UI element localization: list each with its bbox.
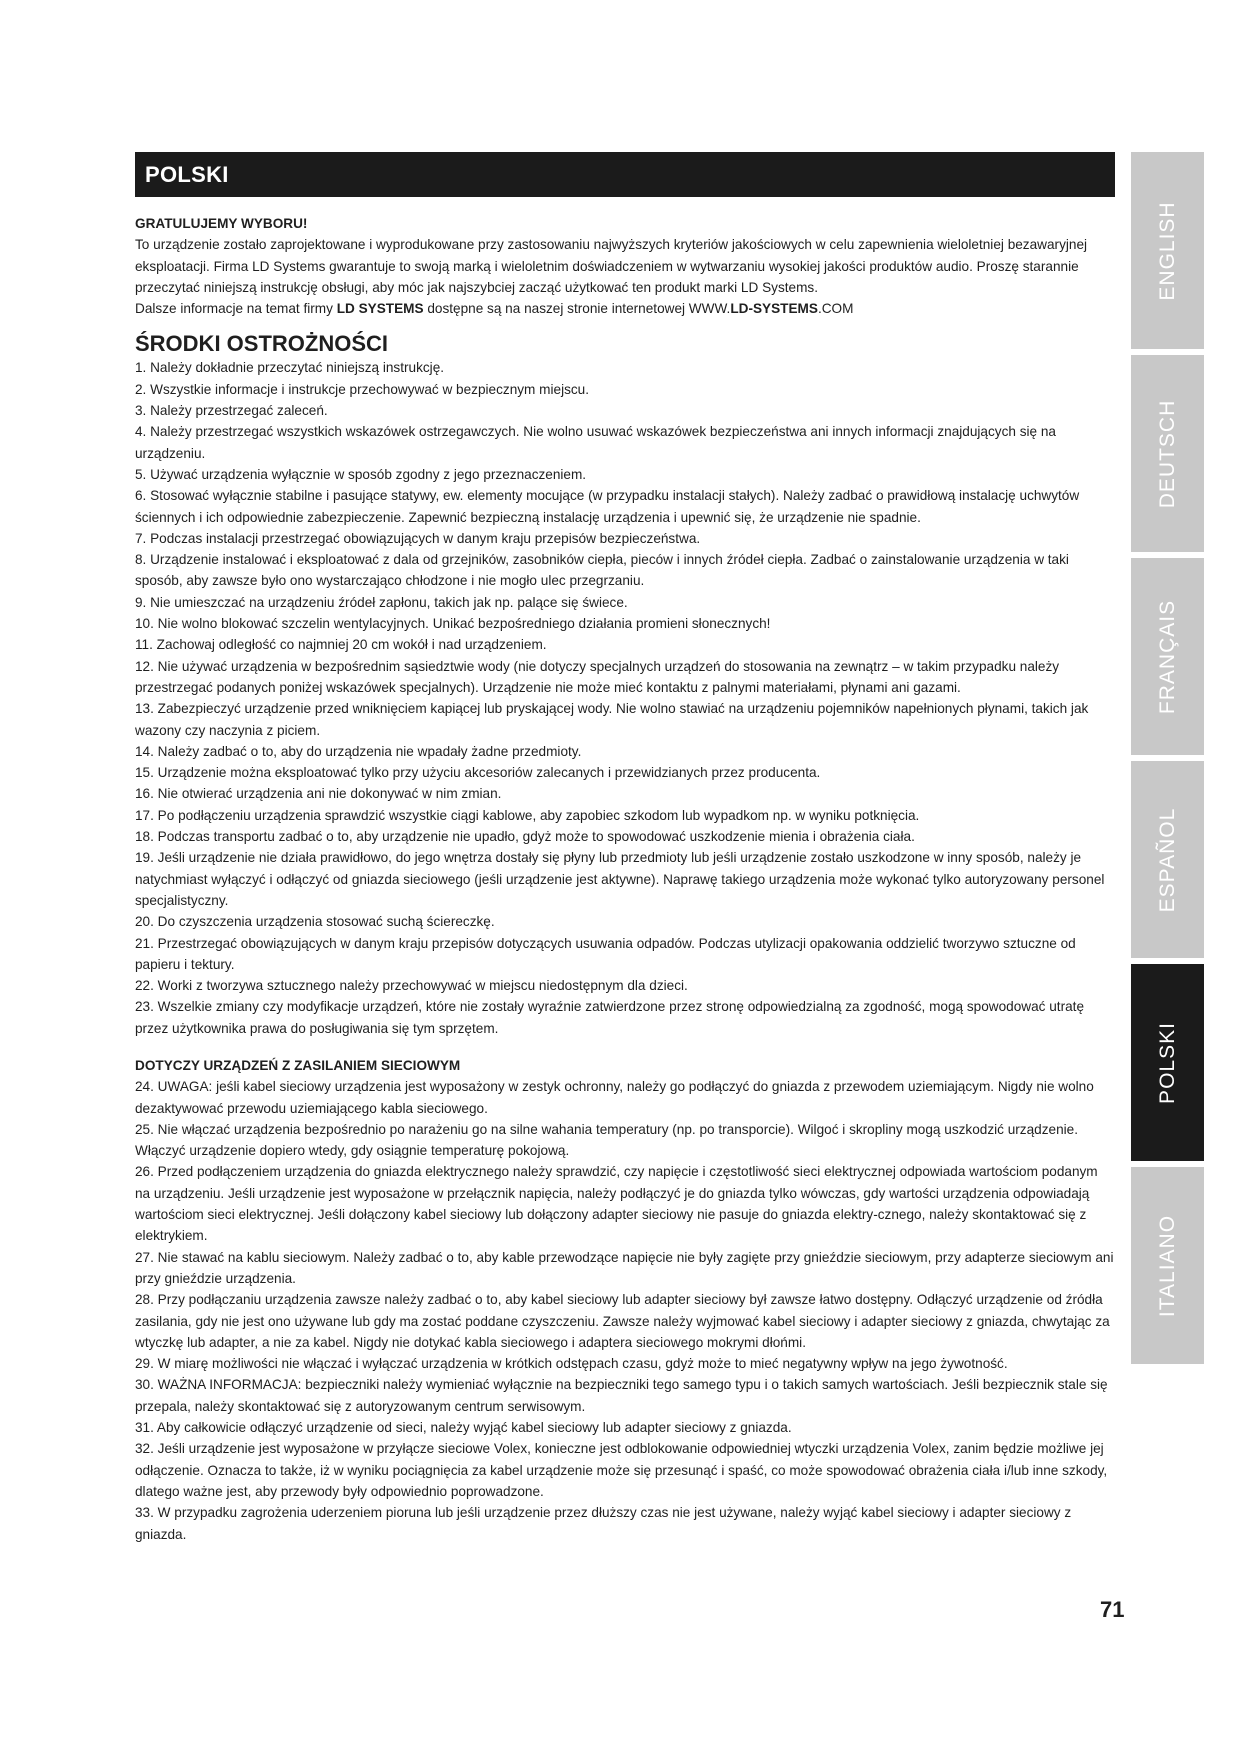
tab-label: POLSKI: [1155, 1021, 1179, 1104]
safety-list: [135, 357, 1115, 1039]
website-line: [135, 298, 1115, 319]
mains-item: 32. Jeśli urządzenie jest wyposażone w przyłącze sieciowe Volex, konieczne jest odblokowanie odpowiedniej wtyczki urządzenia Volex, zanim będzie możliwe jej odłączenie. Oznacza to także, iż w wyniku pociągnięcia za kabel urządzenie może się przesunąć i spaść, co może spowodować obrażenia ciała i/lub inne szkody, dlatego ważne jest, aby przewody były odpowiednio poprowadzone.: [135, 1441, 1108, 1499]
website-domain: LD-SYSTEMS: [730, 301, 818, 317]
mains-item: 30. WAŻNA INFORMACJA: bezpieczniki należy wymieniać wyłącznie na bezpieczniki tego samego typu i o takich samych wartościach. Jeśli bezpiecznik stale się przepala, należy skontaktować się z autoryzowanym centrum serwisowym.: [135, 1377, 1108, 1414]
safety-item: 22. Worki z tworzywa sztucznego należy przechowywać w miejscu niedostępnym dla dzieci.: [135, 978, 688, 994]
section-header-bar: [135, 152, 1115, 197]
website-suffix: .COM: [817, 301, 854, 317]
tab-label: FRANÇAIS: [1155, 599, 1179, 714]
website-prefix: Dalsze informacje na temat firmy: [135, 301, 337, 317]
tab-english[interactable]: [1131, 152, 1204, 349]
tab-label: DEUTSCH: [1155, 399, 1179, 508]
mains-item: 29. W miarę możliwości nie włączać i wyłączać urządzenia w krótkich odstępach czasu, gdyż może to mieć negatywny wpływ na jego żywotność.: [135, 1356, 1008, 1372]
safety-item: 11. Zachowaj odległość co najmniej 20 cm wokół i nad urządzeniem.: [135, 637, 547, 653]
safety-item: 2. Wszystkie informacje i instrukcje przechowywać w bezpiecznym miejscu.: [135, 381, 590, 397]
safety-item: 7. Podczas instalacji przestrzegać obowiązujących w danym kraju przepisów bezpieczeństwa.: [135, 530, 701, 546]
tab-label: ESPAÑOL: [1155, 807, 1179, 912]
safety-item: 6. Stosować wyłącznie stabilne i pasujące statywy, ew. elementy mocujące (w przypadku instalacji stałych). Należy zadbać o prawidłową instalację uchwytów ściennych i ich odpowiednie zabezpieczenie. Zapewnić bezpieczną instalację urządzenia i upewnić się, że urządzenie nie spadnie.: [135, 488, 1080, 525]
manual-content: [135, 213, 1115, 1545]
mains-item: 27. Nie stawać na kablu sieciowym. Należy zadbać o to, aby kable przewodzące napięcie nie były zagięte przy gnieździe sieciowym, przy adapterze sieciowym ani przy gnieździe urządzenia.: [135, 1249, 1114, 1286]
tab-francais[interactable]: [1131, 558, 1204, 755]
tab-polski[interactable]: [1131, 964, 1204, 1161]
mains-item: 24. UWAGA: jeśli kabel sieciowy urządzenia jest wyposażony w zestyk ochronny, należy go podłączyć do gniazda z przewodem uziemiającym. Nigdy nie wolno dezaktywować przewodu uziemiającego kabla sieciowego.: [135, 1079, 1094, 1116]
mains-item: 33. W przypadku zagrożenia uderzeniem pioruna lub jeśli urządzenie przez dłuższy czas nie jest używane, należy wyjąć kabel sieciowy i adapter sieciowy z gniazda.: [135, 1505, 1072, 1542]
safety-item: 23. Wszelkie zmiany czy modyfikacje urządzeń, które nie zostały wyraźnie zatwierdzone przez stronę odpowiedzialną za zgodność, mogą spowodować utratę przez użytkownika prawa do posługiwania się tym sprzętem.: [135, 999, 1085, 1036]
tab-deutsch[interactable]: [1131, 355, 1204, 552]
brand-name: LD SYSTEMS: [336, 301, 424, 317]
mains-item: 25. Nie włączać urządzenia bezpośrednio po narażeniu go na silne wahania temperatury (np. po transporcie). Wilgoć i skropliny mogą uszkodzić urządzenie. Włączyć urządzenie dopiero wtedy, gdy osiągnie temperaturę pokojową.: [135, 1121, 1078, 1159]
website-middle: dostępne są na naszej stronie internetowej WWW.: [423, 301, 731, 317]
safety-item: 1. Należy dokładnie przeczytać niniejszą instrukcję.: [135, 360, 445, 376]
safety-item: 15. Urządzenie można eksploatować tylko przy użyciu akcesoriów zalecanych i przewidzianych przez producenta.: [135, 765, 821, 781]
tab-label: ITALIANO: [1155, 1214, 1179, 1317]
safety-section-title: ŚRODKI OSTROŻNOŚCI: [135, 331, 389, 357]
tab-label: ENGLISH: [1155, 200, 1179, 301]
tab-italiano[interactable]: [1131, 1167, 1204, 1364]
page-number: 71: [1100, 1597, 1125, 1622]
intro-heading: GRATULUJEMY WYBORU!: [135, 216, 308, 231]
safety-item: 14. Należy zadbać o to, aby do urządzenia nie wpadały żadne przedmioty.: [135, 743, 582, 759]
safety-item: 18. Podczas transportu zadbać o to, aby urządzenie nie upadło, gdyż może to spowodować uszkodzenie mienia i obrażenia ciała.: [135, 829, 915, 845]
safety-item: 13. Zabezpieczyć urządzenie przed wniknięciem kapiącej lub pryskającej wody. Nie wolno stawiać na urządzeniu pojemników napełnionych płynami, takich jak wazony czy naczynia z piciem.: [135, 701, 1089, 738]
mains-item: 31. Aby całkowicie odłączyć urządzenie od sieci, należy wyjąć kabel sieciowy lub adapter sieciowy z gniazda.: [135, 1420, 792, 1436]
safety-item: 4. Należy przestrzegać wszystkich wskazówek ostrzegawczych. Nie wolno usuwać wskazówek bezpieczeństwa ani innych informacji znajdujących się na urządzeniu.: [135, 424, 1056, 461]
mains-item: 28. Przy podłączaniu urządzenia zawsze należy zadbać o to, aby kabel sieciowy lub adapter sieciowy był zawsze łatwo dostępny. Odłączyć urządzenie od źródła zasilania, gdy nie jest ono używane lub gdy ma zostać poddane czyszczeniu. Zawsze należy wyjmować kabel sieciowy i adapter sieciowy z gniazda, chwytając za wtyczkę lub adapter, a nie za kabel. Nigdy nie dotykać kabla sieciowego i adaptera sieciowego mokrymi dłońmi.: [135, 1292, 1110, 1350]
safety-item: 10. Nie wolno blokować szczelin wentylacyjnych. Unikać bezpośredniego działania promieni słonecznych!: [135, 616, 771, 632]
safety-item: 12. Nie używać urządzenia w bezpośrednim sąsiedztwie wody (nie dotyczy specjalnych urządzeń do stosowania na zewnątrz – w takim przypadku należy przestrzegać podanych poniżej wskazówek specjalnych). Urządzenie nie może mieć kontaktu z palnymi materiałami, płynami ani gazami.: [135, 658, 1060, 695]
mains-list: [135, 1076, 1115, 1545]
safety-item: 5. Używać urządzenia wyłącznie w sposób zgodny z jego przeznaczeniem.: [135, 466, 587, 482]
safety-item: 16. Nie otwierać urządzenia ani nie dokonywać w nim zmian.: [135, 786, 502, 802]
safety-item: 17. Po podłączeniu urządzenia sprawdzić wszystkie ciągi kablowe, aby zapobiec szkodom lub wypadkom np. w wyniku potknięcia.: [135, 807, 920, 823]
safety-item: 8. Urządzenie instalować i eksploatować z dala od grzejników, zasobników ciepła, pieców i innych źródeł ciepła. Zadbać o zainstalowanie urządzenia w taki sposób, aby zawsze było ono wystarczająco chłodzone i nie mogło ulec przegrzaniu.: [135, 552, 1069, 589]
intro-paragraph: To urządzenie zostało zaprojektowane i wyprodukowane przy zastosowaniu najwyższych kryteriów jakościowych w celu zapewnienia wieloletniej bezawaryjnej eksploatacji. Firma LD Systems gwarantuje to swoją marką i wieloletnim doświadczeniem w wytwarzaniu wysokiej jakości produktów audio. Proszę starannie przeczytać niniejszą instrukcję obsługi, aby móc jak najszybciej zacząć użytkować ten produkt marki LD Systems.: [135, 237, 1088, 295]
safety-item: 19. Jeśli urządzenie nie działa prawidłowo, do jego wnętrza dostały się płyny lub przedmioty lub jeśli urządzenie zostało uszkodzone w inny sposób, należy je natychmiast wyłączyć i odłączyć od gniazda sieciowego (jeśli urządzenie jest aktywne). Naprawę takiego urządzenia może wykonać tylko autoryzowany personel specjalistyczny.: [135, 850, 1105, 908]
safety-item: 21. Przestrzegać obowiązujących w danym kraju przepisów dotyczących usuwania odpadów. Podczas utylizacji opakowania oddzielić tworzywo sztuczne od papieru i tektury.: [135, 935, 1076, 972]
mains-item: 26. Przed podłączeniem urządzenia do gniazda elektrycznego należy sprawdzić, czy napięcie i częstotliwość sieci elektrycznej odpowiada wartościom podanym na urządzeniu. Jeśli urządzenie jest wyposażone w przełącznik napięcia, należy podłączyć je do gniazda tylko wówczas, gdy wartości urządzenia odpowiadają wartościom sieci elektrycznej. Jeśli dołączony kabel sieciowy lub dołączony adapter sieciowy nie pasuje do gniazda elektry-cznego, należy skontaktować się z elektrykiem.: [135, 1164, 1098, 1244]
page-title: POLSKI: [145, 162, 229, 187]
safety-item: 9. Nie umieszczać na urządzeniu źródeł zapłonu, takich jak np. palące się świece.: [135, 594, 628, 610]
mains-section-title: DOTYCZY URZĄDZEŃ Z ZASILANIEM SIECIOWYM: [135, 1057, 461, 1073]
safety-item: 20. Do czyszczenia urządzenia stosować suchą ściereczkę.: [135, 914, 495, 930]
tab-espanol[interactable]: [1131, 761, 1204, 958]
safety-item: 3. Należy przestrzegać zaleceń.: [135, 403, 328, 419]
